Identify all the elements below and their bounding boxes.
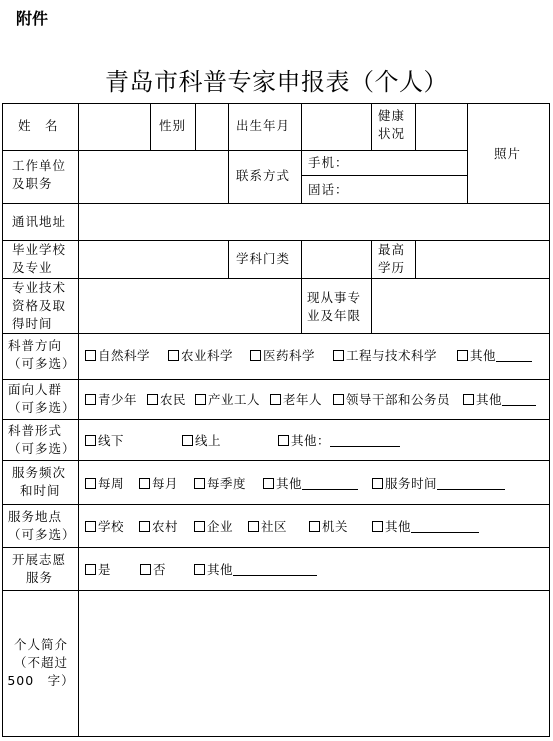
row-divider (2, 460, 550, 461)
photo-column-divider (467, 103, 468, 203)
landline-label: 固话： (308, 182, 349, 197)
row-divider (301, 175, 467, 176)
mobile-label: 手机： (308, 155, 349, 170)
checkbox[interactable] (333, 394, 344, 405)
col-divider (371, 240, 372, 333)
checkbox[interactable] (248, 521, 259, 532)
fill-in-blank[interactable] (437, 477, 505, 490)
option-medical-science[interactable]: 医药科学 (250, 347, 315, 365)
row-divider (2, 240, 550, 241)
checkbox[interactable] (85, 394, 96, 405)
checkbox[interactable] (182, 435, 193, 446)
checkbox[interactable] (372, 478, 383, 489)
checkbox[interactable] (250, 350, 261, 361)
checkbox[interactable] (463, 394, 474, 405)
col-divider (415, 240, 416, 278)
label-column-divider (78, 103, 79, 737)
tech-qualification-label: 专业技术 资格及取 得时间 (12, 280, 67, 331)
option-audience-other[interactable]: 其他 (463, 391, 536, 409)
fill-in-blank[interactable] (330, 434, 400, 447)
name-label: 姓 名 (18, 118, 59, 133)
option-officials[interactable]: 领导干部和公务员 (333, 391, 450, 409)
checkbox[interactable] (85, 435, 96, 446)
checkbox[interactable] (194, 564, 205, 575)
col-divider (228, 240, 229, 278)
checkbox[interactable] (85, 350, 96, 361)
checkbox[interactable] (333, 350, 344, 361)
checkbox[interactable] (457, 350, 468, 361)
option-engineering-science[interactable]: 工程与技术科学 (333, 347, 437, 365)
row-divider (2, 379, 550, 380)
col-divider (371, 103, 372, 150)
option-youth[interactable]: 青少年 (85, 391, 137, 409)
option-school[interactable]: 学校 (85, 518, 124, 536)
audience-label: 面向人群 （可多选） (8, 382, 76, 415)
frequency-label: 服务频次 和时间 (12, 465, 67, 498)
checkbox[interactable] (139, 521, 150, 532)
checkbox[interactable] (309, 521, 320, 532)
table-border-right (549, 103, 550, 737)
checkbox[interactable] (372, 521, 383, 532)
checkbox[interactable] (139, 478, 150, 489)
option-natural-science[interactable]: 自然科学 (85, 347, 150, 365)
row-divider (2, 278, 550, 279)
table-border-bottom (2, 736, 550, 737)
birth-label: 出生年月 (236, 118, 291, 133)
profession-label: 现从事专 业及年限 (307, 290, 362, 323)
direction-label: 科普方向 （可多选） (8, 338, 76, 371)
checkbox[interactable] (85, 521, 96, 532)
place-label: 服务地点 （可多选） (8, 509, 76, 542)
row-divider (2, 504, 550, 505)
address-label: 通讯地址 (12, 214, 67, 229)
checkbox[interactable] (263, 478, 274, 489)
option-village[interactable]: 农村 (139, 518, 178, 536)
option-agri-science[interactable]: 农业科学 (168, 347, 233, 365)
option-online[interactable]: 线上 (182, 432, 221, 450)
row-divider (2, 333, 550, 334)
option-monthly[interactable]: 每月 (139, 475, 178, 493)
checkbox[interactable] (140, 564, 151, 575)
option-no[interactable]: 否 (140, 561, 166, 579)
gender-label: 性别 (159, 118, 187, 133)
row-divider (2, 590, 550, 591)
col-divider (228, 103, 229, 203)
option-direction-other[interactable]: 其他 (457, 347, 532, 365)
health-label: 健康 状况 (378, 108, 406, 141)
option-frequency-other[interactable]: 其他 (263, 475, 358, 493)
row-divider (2, 203, 550, 204)
option-volunteer-other[interactable]: 其他 (194, 561, 317, 579)
option-place-other[interactable]: 其他 (372, 518, 479, 536)
attachment-label: 附件 (16, 9, 49, 28)
fill-in-blank[interactable] (496, 349, 532, 362)
checkbox[interactable] (278, 435, 289, 446)
school-label: 毕业学校 及专业 (12, 242, 67, 275)
discipline-label: 学科门类 (236, 251, 291, 266)
volunteer-label: 开展志愿 服务 (12, 552, 67, 585)
checkbox[interactable] (85, 478, 96, 489)
checkbox[interactable] (194, 521, 205, 532)
fill-in-blank[interactable] (233, 563, 317, 576)
option-enterprise[interactable]: 企业 (194, 518, 233, 536)
option-yes[interactable]: 是 (85, 561, 111, 579)
table-border-left (2, 103, 3, 737)
education-label: 最高 学历 (378, 242, 406, 275)
row-divider (2, 150, 467, 151)
form-label: 科普形式 （可多选） (8, 423, 76, 456)
contact-label: 联系方式 (236, 168, 291, 183)
checkbox[interactable] (194, 478, 205, 489)
row-divider (2, 419, 550, 420)
option-farmers[interactable]: 农民 (147, 391, 186, 409)
row-divider (2, 547, 550, 548)
col-divider (150, 103, 151, 150)
photo-label: 照片 (494, 146, 522, 161)
col-divider (301, 240, 302, 333)
option-agency[interactable]: 机关 (309, 518, 348, 536)
bio-label: 个人简介 （不超过 500 字） (7, 637, 75, 688)
option-offline[interactable]: 线下 (85, 432, 124, 450)
checkbox[interactable] (270, 394, 281, 405)
checkbox[interactable] (147, 394, 158, 405)
option-quarterly[interactable]: 每季度 (194, 475, 246, 493)
fill-in-blank[interactable] (411, 520, 479, 533)
option-industrial-workers[interactable]: 产业工人 (195, 391, 260, 409)
option-weekly[interactable]: 每周 (85, 475, 124, 493)
col-divider (195, 103, 196, 150)
checkbox[interactable] (85, 564, 96, 575)
fill-in-blank[interactable] (502, 393, 536, 406)
fill-in-blank[interactable] (302, 477, 358, 490)
option-service-time[interactable]: 服务时间 (372, 475, 505, 493)
col-divider (301, 103, 302, 203)
col-divider (415, 103, 416, 150)
checkbox[interactable] (195, 394, 206, 405)
work-unit-label: 工作单位 及职务 (12, 158, 67, 191)
form-title: 青岛市科普专家申报表（个人） (105, 68, 448, 96)
option-elderly[interactable]: 老年人 (270, 391, 322, 409)
option-form-other[interactable]: 其他： (278, 432, 400, 450)
application-form-table (2, 103, 550, 737)
checkbox[interactable] (168, 350, 179, 361)
option-community[interactable]: 社区 (248, 518, 287, 536)
